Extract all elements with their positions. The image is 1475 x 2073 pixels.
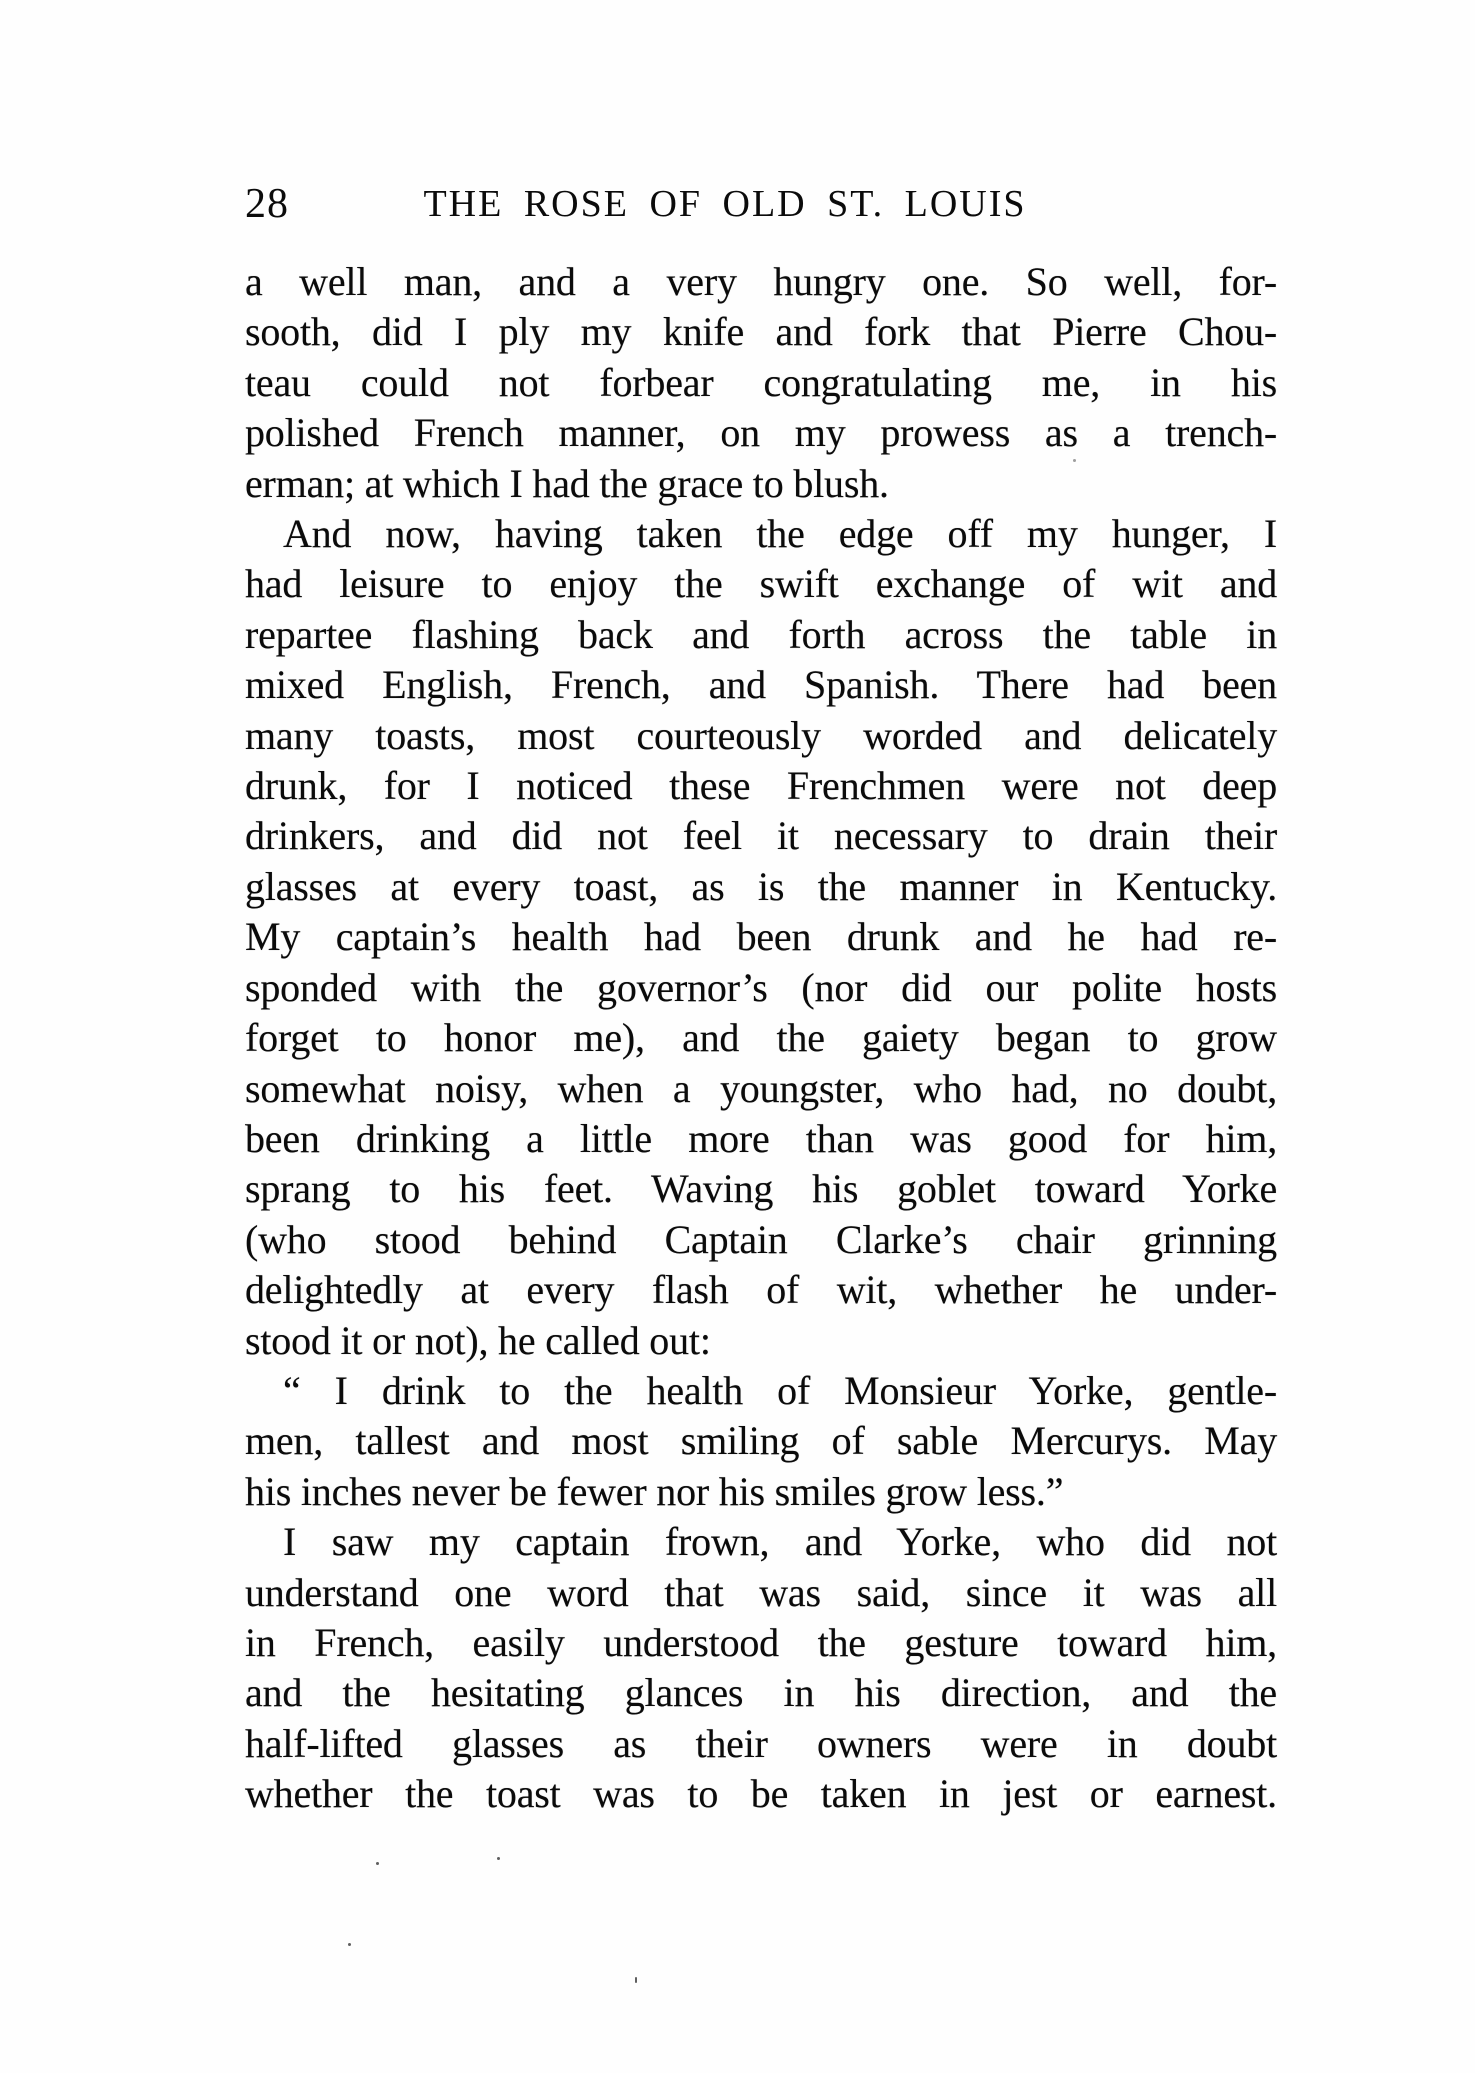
text-line: sooth, did I ply my knife and fork that Pierre Chou- bbox=[245, 309, 1277, 355]
text-line: had leisure to enjoy the swift exchange of wit and bbox=[245, 561, 1277, 607]
running-title: THE ROSE OF OLD ST. LOUIS bbox=[423, 183, 1027, 225]
text-line: delightedly at every flash of wit, whether he under- bbox=[245, 1267, 1277, 1313]
text-line: (who stood behind Captain Clarke’s chair grinning bbox=[245, 1216, 1277, 1262]
running-head bbox=[243, 180, 1275, 230]
text-line: I saw my captain frown, and Yorke, who did not bbox=[283, 1519, 1277, 1565]
body-text bbox=[245, 257, 1277, 1820]
page-number: 28 bbox=[245, 181, 289, 227]
text-line: in French, easily understood the gesture toward him, bbox=[245, 1619, 1277, 1665]
text-line: sprang to his feet. Waving his goblet toward Yorke bbox=[245, 1166, 1277, 1212]
text-line: understand one word that was said, since it was all bbox=[245, 1569, 1277, 1615]
text-line: repartee flashing back and forth across the table in bbox=[245, 611, 1277, 657]
text-line: sponded with the governor’s (nor did our polite hosts bbox=[245, 964, 1277, 1010]
text-line: men, tallest and most smiling of sable Mercurys. May bbox=[245, 1418, 1277, 1464]
text-line: glasses at every toast, as is the manner in Kentucky. bbox=[245, 863, 1277, 909]
text-line: whether the toast was to be taken in jest or earnest. bbox=[245, 1771, 1277, 1817]
text-line: drunk, for I noticed these Frenchmen were not deep bbox=[245, 763, 1277, 809]
text-line: his inches never be fewer nor his smiles grow less.” bbox=[245, 1468, 1064, 1514]
text-line: polished French manner, on my prowess as a trench- bbox=[245, 410, 1277, 456]
text-line: erman; at which I had the grace to blush. bbox=[245, 460, 889, 506]
text-line: a well man, and a very hungry one. So well, for- bbox=[245, 259, 1277, 304]
text-line: drinkers, and did not feel it necessary to drain their bbox=[245, 813, 1277, 859]
text-line: And now, having taken the edge off my hunger, I bbox=[283, 511, 1277, 557]
text-line: teau could not forbear congratulating me, in his bbox=[245, 359, 1277, 405]
text-line: forget to honor me), and the gaiety began to grow bbox=[245, 1015, 1277, 1061]
text-line: somewhat noisy, when a youngster, who had, no doubt, bbox=[245, 1065, 1277, 1111]
scan-speck bbox=[376, 1862, 379, 1865]
text-line: been drinking a little more than was good for him, bbox=[245, 1115, 1277, 1161]
text-line: “ I drink to the health of Monsieur Yorke, gentle- bbox=[283, 1367, 1277, 1413]
scan-speck bbox=[1073, 459, 1076, 462]
text-line: My captain’s health had been drunk and he had re- bbox=[245, 914, 1277, 960]
scan-speck bbox=[635, 1977, 637, 1983]
scan-speck bbox=[348, 1943, 351, 1946]
scan-speck bbox=[497, 1857, 500, 1860]
text-line: stood it or not), he called out: bbox=[245, 1317, 711, 1363]
text-line: many toasts, most courteously worded and delicately bbox=[245, 712, 1277, 758]
text-line: and the hesitating glances in his direction, and the bbox=[245, 1670, 1277, 1716]
text-line: mixed English, French, and Spanish. There had been bbox=[245, 662, 1277, 708]
text-line: half-lifted glasses as their owners were in doubt bbox=[245, 1720, 1277, 1766]
